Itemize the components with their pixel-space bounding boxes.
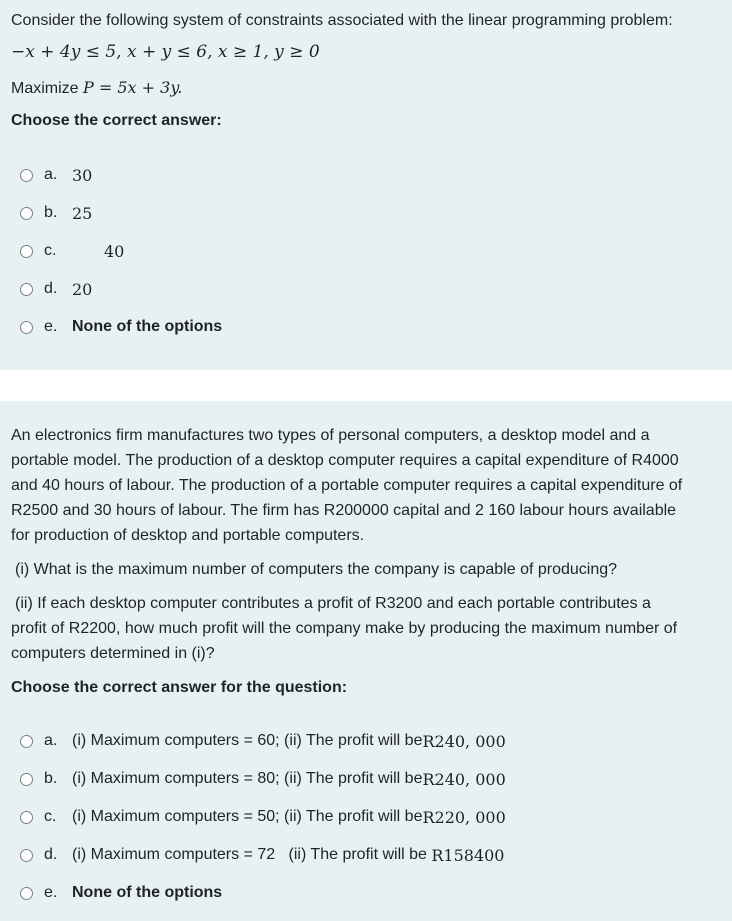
- q1-prompt: Choose the correct answer:: [11, 112, 222, 129]
- radio-button[interactable]: [20, 849, 33, 862]
- q1-option-b[interactable]: [20, 201, 720, 225]
- q2-option-b[interactable]: [20, 767, 720, 791]
- radio-button[interactable]: [20, 169, 33, 182]
- radio-button[interactable]: [20, 283, 33, 296]
- option-text: 25: [72, 203, 93, 223]
- option-value: R158400: [431, 845, 505, 865]
- option-value: R240, 000: [422, 769, 506, 789]
- q1-objective-math: P = 5x + 3y.: [83, 78, 183, 97]
- q2-paragraph-line: An electronics firm manufactures two types of personal computers, a desktop model and a: [11, 427, 650, 444]
- option-letter: e.: [44, 318, 58, 335]
- q2-paragraph-line: and 40 hours of labour. The production of a portable computer requires a capital expenditure of: [11, 477, 683, 494]
- radio-button[interactable]: [20, 207, 33, 220]
- option-text: None of the options: [72, 318, 223, 335]
- option-letter: c.: [44, 242, 57, 259]
- option-letter: e.: [44, 884, 58, 901]
- question-1-card: [0, 0, 732, 370]
- radio-button[interactable]: [20, 321, 33, 334]
- option-text: 40: [104, 241, 125, 261]
- q2-part-ii-line: (ii) If each desktop computer contributes a profit of R3200 and each portable contributes a: [15, 595, 651, 612]
- radio-button[interactable]: [20, 773, 33, 786]
- question-2-card: [0, 401, 732, 921]
- radio-button[interactable]: [20, 811, 33, 824]
- option-text: (i) Maximum computers = 50; (ii) The profit will be: [72, 808, 423, 825]
- option-value: R240, 000: [422, 731, 506, 751]
- option-letter: a.: [44, 732, 58, 749]
- option-letter: a.: [44, 166, 58, 183]
- option-letter: c.: [44, 808, 57, 825]
- q1-option-a[interactable]: [20, 163, 720, 187]
- q1-intro: Consider the following system of constraints associated with the linear programming problem:: [11, 12, 673, 29]
- q2-prompt: Choose the correct answer for the question:: [11, 679, 348, 696]
- q2-option-c[interactable]: [20, 805, 720, 829]
- option-text: (i) Maximum computers = 72 (ii) The profit will be: [72, 846, 432, 863]
- option-value: R220, 000: [422, 807, 506, 827]
- q1-constraints: −x + 4y ≤ 5, x + y ≤ 6, x ≥ 1, y ≥ 0: [11, 42, 320, 62]
- q2-option-d[interactable]: [20, 843, 720, 867]
- option-text: 30: [72, 165, 93, 185]
- q2-part-i: (i) What is the maximum number of computers the company is capable of producing?: [15, 561, 618, 578]
- option-letter: b.: [44, 770, 58, 787]
- q1-objective: [11, 75, 182, 101]
- radio-button[interactable]: [20, 245, 33, 258]
- q2-paragraph-line: for production of desktop and portable computers.: [11, 527, 365, 544]
- radio-button[interactable]: [20, 887, 33, 900]
- q1-option-e[interactable]: [20, 315, 720, 339]
- q2-part-ii-line: computers determined in (i)?: [11, 645, 215, 662]
- option-letter: d.: [44, 846, 58, 863]
- option-text: (i) Maximum computers = 80; (ii) The profit will be: [72, 770, 423, 787]
- q2-option-a[interactable]: [20, 729, 720, 753]
- option-text: 20: [72, 279, 93, 299]
- q2-paragraph-line: portable model. The production of a desktop computer requires a capital expenditure of R4000: [11, 452, 679, 469]
- option-letter: d.: [44, 280, 58, 297]
- radio-button[interactable]: [20, 735, 33, 748]
- q1-option-d[interactable]: [20, 277, 720, 301]
- q2-paragraph-line: R2500 and 30 hours of labour. The firm has R200000 capital and 2 160 labour hours available: [11, 502, 677, 519]
- option-text: (i) Maximum computers = 60; (ii) The profit will be: [72, 732, 423, 749]
- q1-objective-prefix: Maximize: [11, 80, 84, 97]
- option-text: None of the options: [72, 884, 223, 901]
- q2-part-ii-line: profit of R2200, how much profit will the company make by producing the maximum number of: [11, 620, 678, 637]
- option-letter: b.: [44, 204, 58, 221]
- q2-option-e[interactable]: [20, 881, 720, 905]
- q1-option-c[interactable]: [20, 239, 720, 263]
